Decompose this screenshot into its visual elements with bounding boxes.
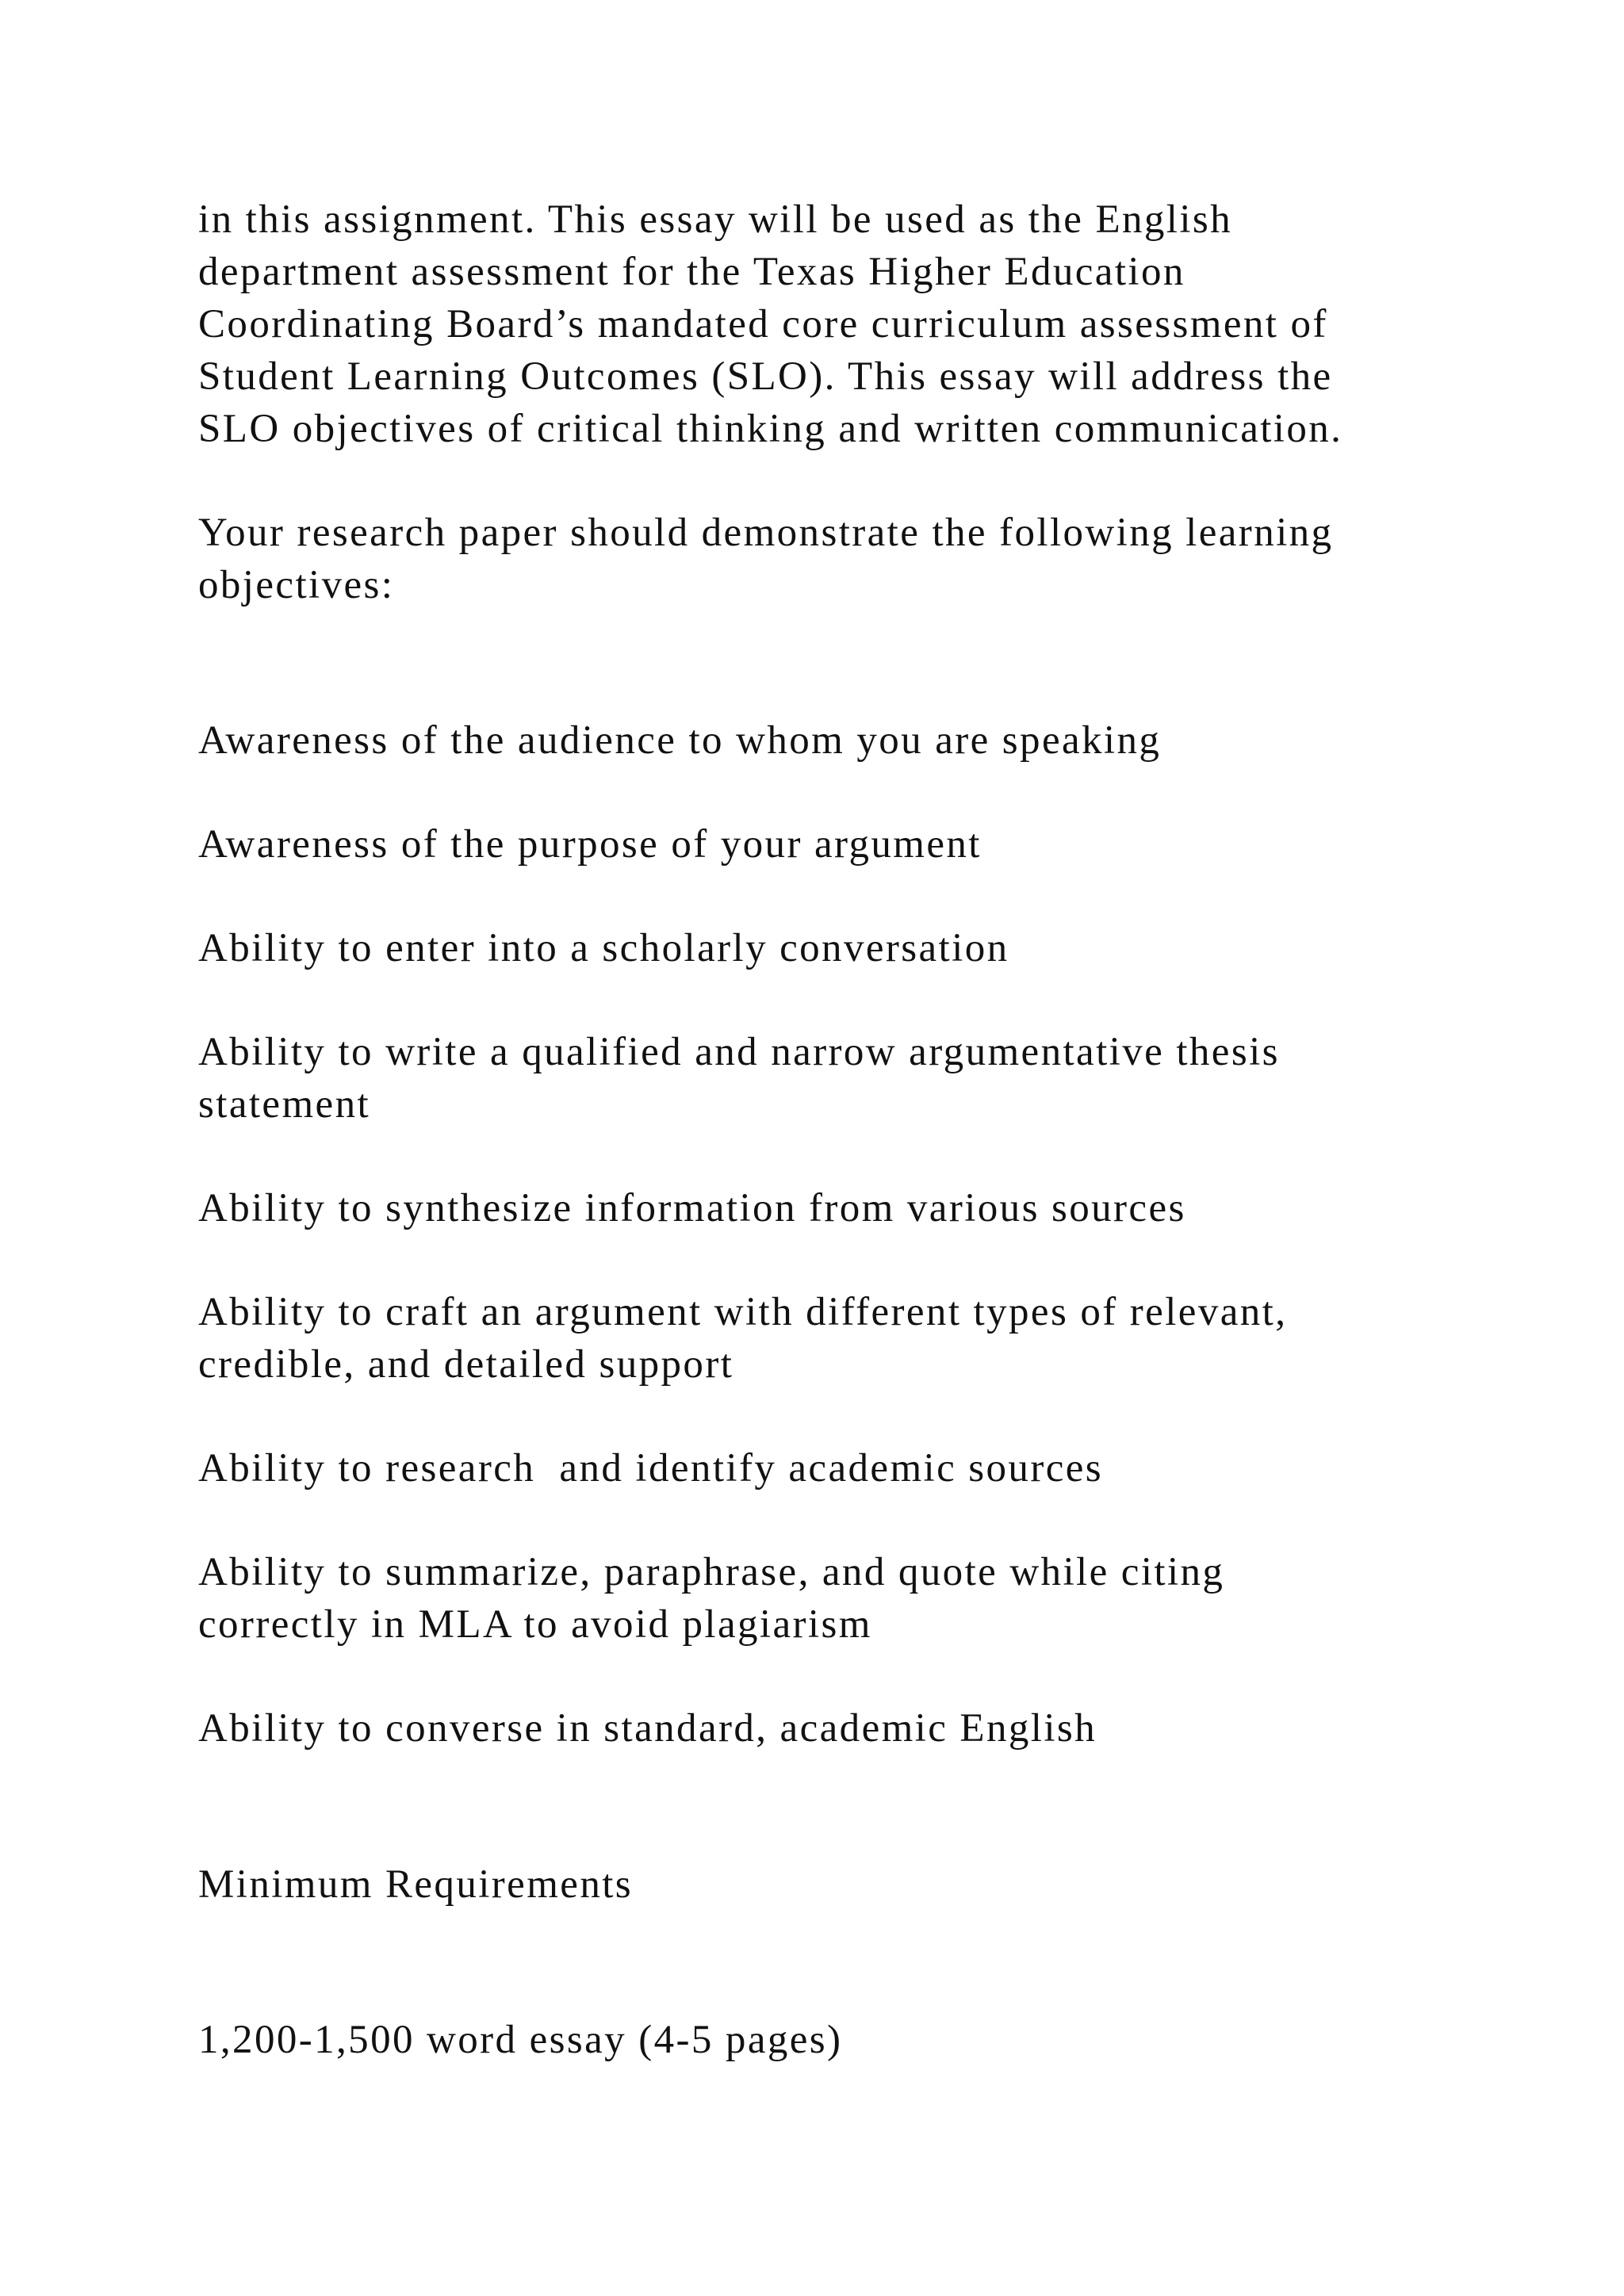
objective-item: Ability to research and identify academic sources — [198, 1446, 1104, 1490]
intro-line: Student Learning Outcomes (SLO). This essay will address the — [198, 354, 1333, 399]
intro-line: department assessment for the Texas Higher Education — [198, 250, 1185, 294]
objective-item: Ability to converse in standard, academic English — [198, 1706, 1097, 1751]
objective-item-continuation: credible, and detailed support — [198, 1342, 734, 1387]
objective-item: Awareness of the purpose of your argument — [198, 822, 982, 867]
objective-item: Ability to summarize, paraphrase, and quote while citing — [198, 1550, 1225, 1594]
objective-item: Ability to synthesize information from various sources — [198, 1186, 1186, 1230]
requirement-item: 1,200-1,500 word essay (4-5 pages) — [198, 2018, 843, 2062]
requirements-heading: Minimum Requirements — [198, 1862, 634, 1907]
objective-item-continuation: correctly in MLA to avoid plagiarism — [198, 1602, 872, 1647]
objectives-intro-line: objectives: — [198, 563, 395, 607]
intro-line: in this assignment. This essay will be used as the English — [198, 197, 1233, 242]
objective-item: Ability to write a qualified and narrow argumentative thesis — [198, 1030, 1280, 1074]
objective-item: Ability to craft an argument with different types of relevant, — [198, 1290, 1288, 1334]
objective-item: Awareness of the audience to whom you are speaking — [198, 718, 1162, 763]
objective-item: Ability to enter into a scholarly conversation — [198, 926, 1009, 970]
intro-line: SLO objectives of critical thinking and written communication. — [198, 407, 1343, 451]
objective-item-continuation: statement — [198, 1082, 371, 1127]
objectives-intro-line: Your research paper should demonstrate the following learning — [198, 511, 1334, 555]
intro-line: Coordinating Board’s mandated core curriculum assessment of — [198, 302, 1328, 346]
